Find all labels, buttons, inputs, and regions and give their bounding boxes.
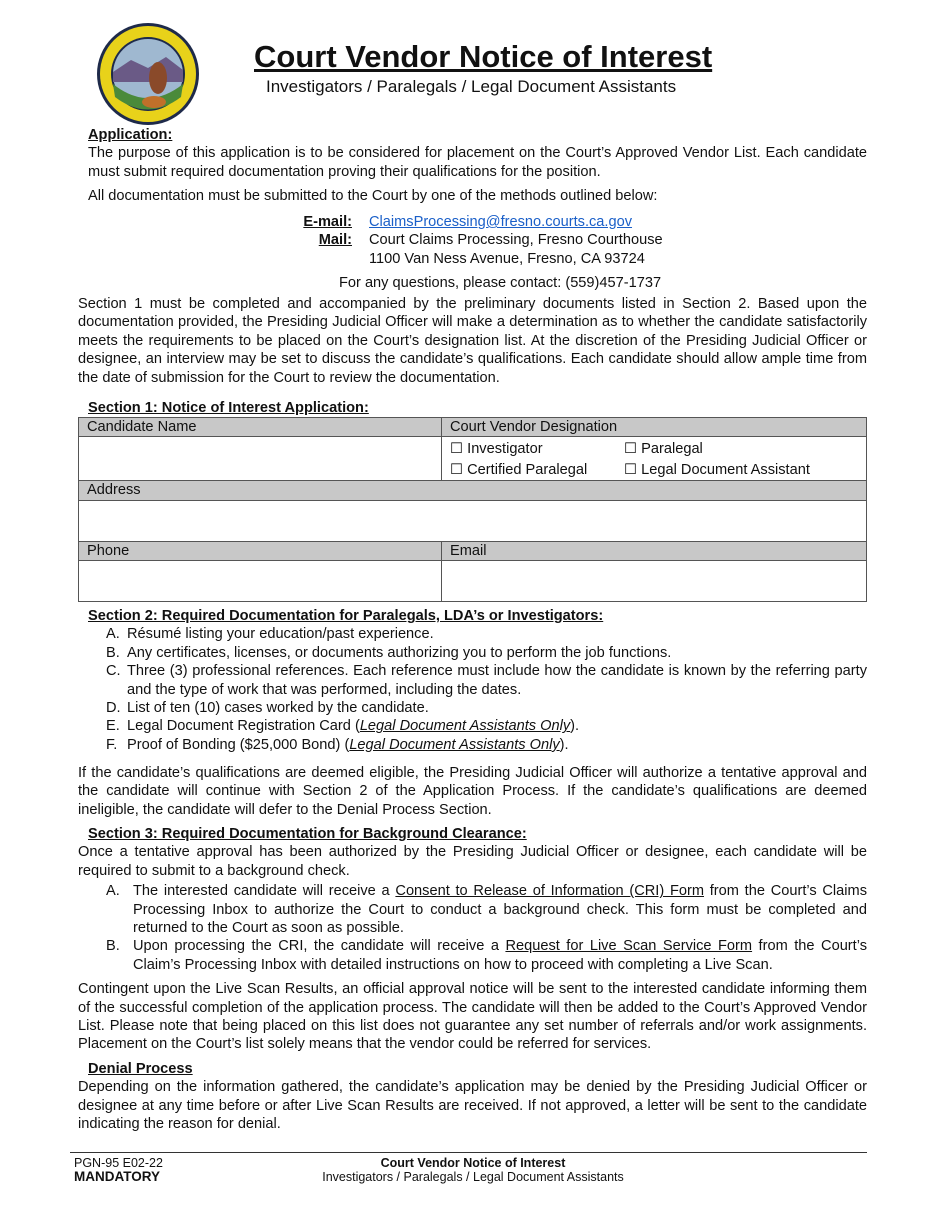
application-heading: Application: (88, 127, 173, 143)
section3-heading: Section 3: Required Documentation for Background Clearance: (88, 826, 527, 842)
required-docs-list (106, 625, 867, 754)
submission-methods-intro: All documentation must be submitted to the Court by one of the methods outlined below: (88, 188, 658, 205)
list-item: A. Résumé listing your education/past experience. (106, 626, 434, 643)
denial-heading: Denial Process (88, 1060, 193, 1077)
mail-label: Mail: (318, 232, 352, 249)
list-item: C. Three (3) professional references. Each reference must include how the candidate is known by the referring party and the type of work that was performed, including the dates. (106, 663, 867, 698)
designation-options (442, 437, 867, 481)
email-field[interactable] (442, 561, 867, 602)
candidate-name-field[interactable] (79, 437, 442, 481)
list-item: D. List of ten (10) cases worked by the candidate. (106, 700, 429, 717)
mail-address-line2: 1100 Van Ness Avenue, Fresno, CA 93724 (369, 250, 645, 267)
email-label: E-mail: (303, 214, 352, 230)
list-item: B. Any certificates, licenses, or documents authorizing you to perform the job functions. (106, 644, 672, 661)
email-label-cell: Email (442, 541, 867, 560)
state-seal-logo (96, 22, 200, 126)
background-steps-list (106, 882, 867, 974)
section2 (88, 607, 867, 754)
section1-intro: Section 1 must be completed and accompanied by the preliminary documents listed in Section 2. Based upon the documentation provided, the Presiding Judicial Officer will make a determination as to whether the candidate satisfactorily meets the requirements to be placed on the Court’s designation list. At the discretion of the Presiding Judicial Officer or designee, an interview may be set to discuss the candidate’s qualifications. Each candidate should allow ample time from the date of submission for the Court to review the documentation. (78, 296, 867, 386)
denial-text: Depending on the information gathered, the candidate’s application may be denied by the Presiding Judicial Officer or designee at any time before or after Live Scan Results are received. If not approved, a letter will be sent to the candidate indicating the reason for denial. (78, 1079, 867, 1133)
phone-field[interactable] (79, 561, 442, 602)
checkbox-paralegal[interactable]: ☐ Paralegal (624, 441, 703, 458)
list-item: F. Proof of Bonding ($25,000 Bond) (Legal Document Assistants Only). (106, 736, 569, 753)
footer (70, 1152, 867, 1184)
list-item: E. Legal Document Registration Card (Legal Document Assistants Only). (106, 718, 580, 735)
section2-heading: Section 2: Required Documentation for Paralegals, LDA’s or Investigators: (88, 608, 604, 624)
checkbox-certified-paralegal[interactable]: ☐ Certified Paralegal (450, 461, 588, 478)
section3 (78, 825, 867, 1134)
section2-eligibility: If the candidate’s qualifications are deemed eligible, the Presiding Judicial Officer will authorize a tentative approval and the candidate will continue with Section 2 of the Application Process. If the candidate’s qualifications are deemed ineligible, the candidate will defer to the Denial Process Section. (78, 765, 867, 818)
page-title: Court Vendor Notice of Interest (254, 39, 713, 74)
contact-phone: For any questions, please contact: (559)457-1737 (339, 275, 662, 292)
candidate-name-label: Candidate Name (79, 418, 442, 437)
list-item: A. The interested candidate will receive a Consent to Release of Information (CRI) Form from the Court’s Claims Processing Inbox to authorize the Court to conduct a background check. This form must be completed and returned to the Court as soon as possible. (106, 883, 867, 937)
application-purpose: The purpose of this application is to be considered for placement on the Court’s Approved Vendor List. Each candidate must submit required documentation proving their qualifications for the position. (88, 145, 867, 180)
phone-label: Phone (79, 541, 442, 560)
form-id: PGN-95 E02-22 (74, 1156, 163, 1170)
live-scan-form-text: Request for Live Scan Service Form (505, 938, 753, 955)
footer-title: Court Vendor Notice of Interest (380, 1156, 566, 1170)
application-section (88, 126, 867, 206)
mandatory-label: MANDATORY (74, 1169, 160, 1184)
section3-approval: Contingent upon the Live Scan Results, an official approval notice will be sent to the interested candidate informing them of the successful completion of the application process. The candidate will then be added to the Court’s Approved Vendor List. Please note that being placed on this list does not guarantee any set number of referrals and/or work assignments. Placement on the Court’s list solely means that the vendor could be referred for services. (78, 981, 867, 1053)
section1-heading: Section 1: Notice of Interest Application: (88, 400, 369, 416)
checkbox-investigator[interactable]: ☐ Investigator (450, 441, 543, 458)
list-item: B. Upon processing the CRI, the candidate will receive a Request for Live Scan Service Form from the Court’s Claim’s Processing Inbox with detailed instructions on how to proceed with completing a Live Scan. (106, 938, 867, 973)
cri-form-link-text: Consent to Release of Information (CRI) Form (395, 883, 704, 900)
designation-label: Court Vendor Designation (442, 418, 867, 437)
address-field[interactable] (79, 500, 867, 541)
email-link[interactable]: ClaimsProcessing@fresno.courts.ca.gov (369, 214, 633, 230)
footer-subtitle: Investigators / Paralegals / Legal Document Assistants (322, 1170, 624, 1184)
section3-intro: Once a tentative approval has been authorized by the Presiding Judicial Officer or designee, each candidate will be required to submit to a background check. (78, 844, 867, 879)
mail-address-line1: Court Claims Processing, Fresno Courthouse (369, 232, 663, 249)
checkbox-legal-document-assistant[interactable]: ☐ Legal Document Assistant (624, 461, 810, 478)
notice-of-interest-form (78, 417, 867, 602)
page-subtitle: Investigators / Paralegals / Legal Document Assistants (266, 77, 677, 96)
contact-block (282, 213, 663, 293)
address-label: Address (79, 481, 867, 500)
